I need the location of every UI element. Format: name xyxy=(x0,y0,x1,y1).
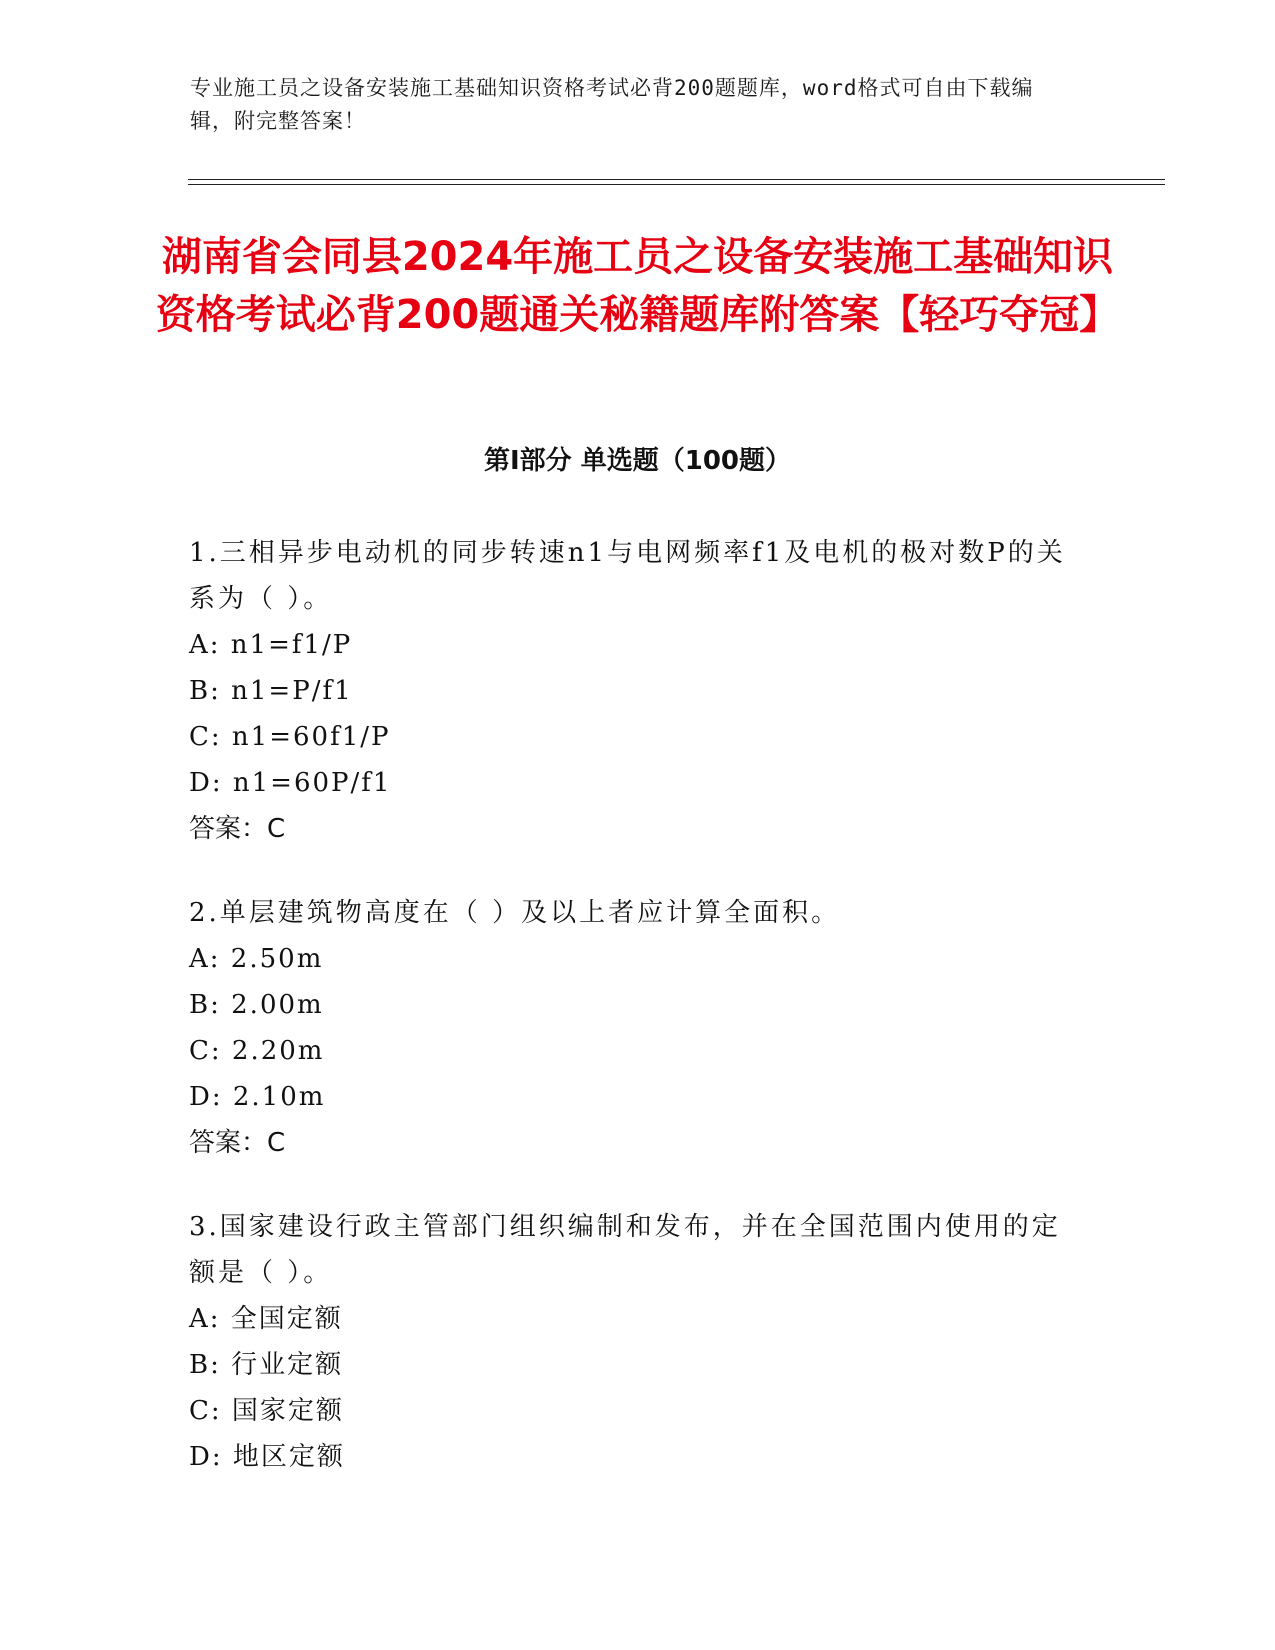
question-list xyxy=(189,530,1089,1518)
section-title: 第I部分 单选题（100题） xyxy=(484,446,791,476)
option-d: D: n1=60P/f1 xyxy=(189,768,392,798)
option-b: B: 行业定额 xyxy=(189,1350,344,1380)
question-1 xyxy=(189,530,1089,852)
option-c: C: n1=60f1/P xyxy=(189,722,391,752)
question-3 xyxy=(189,1204,1089,1480)
option-a: A: n1=f1/P xyxy=(189,630,353,660)
option-d: D: 2.10m xyxy=(189,1082,326,1112)
option-a: A: 2.50m xyxy=(189,944,324,974)
question-stem: 3.国家建设行政主管部门组织编制和发布，并在全国范围内使用的定额是（ ）。 xyxy=(189,1212,1061,1288)
header-note: 专业施工员之设备安装施工基础知识资格考试必背200题题库，word格式可自由下载编辑，附完整答案！ xyxy=(190,76,1034,133)
document-title: 湖南省会同县2024年施工员之设备安装施工基础知识资格考试必背200题通关秘籍题库附答案【轻巧夺冠】 xyxy=(155,234,1120,338)
option-a: A: 全国定额 xyxy=(189,1304,343,1334)
option-b: B: n1=P/f1 xyxy=(189,676,353,706)
header-divider-top xyxy=(188,179,1165,180)
option-c: C: 国家定额 xyxy=(189,1396,344,1426)
header-divider-bottom xyxy=(188,184,1165,185)
answer: 答案：C xyxy=(189,814,286,844)
question-stem: 2.单层建筑物高度在（ ）及以上者应计算全面积。 xyxy=(189,898,841,928)
question-2 xyxy=(189,890,1089,1166)
option-b: B: 2.00m xyxy=(189,990,324,1020)
question-stem: 1.三相异步电动机的同步转速n1与电网频率f1及电机的极对数P的关系为（ ）。 xyxy=(189,538,1066,614)
answer: 答案：C xyxy=(189,1128,286,1158)
option-c: C: 2.20m xyxy=(189,1036,325,1066)
option-d: D: 地区定额 xyxy=(189,1442,345,1472)
